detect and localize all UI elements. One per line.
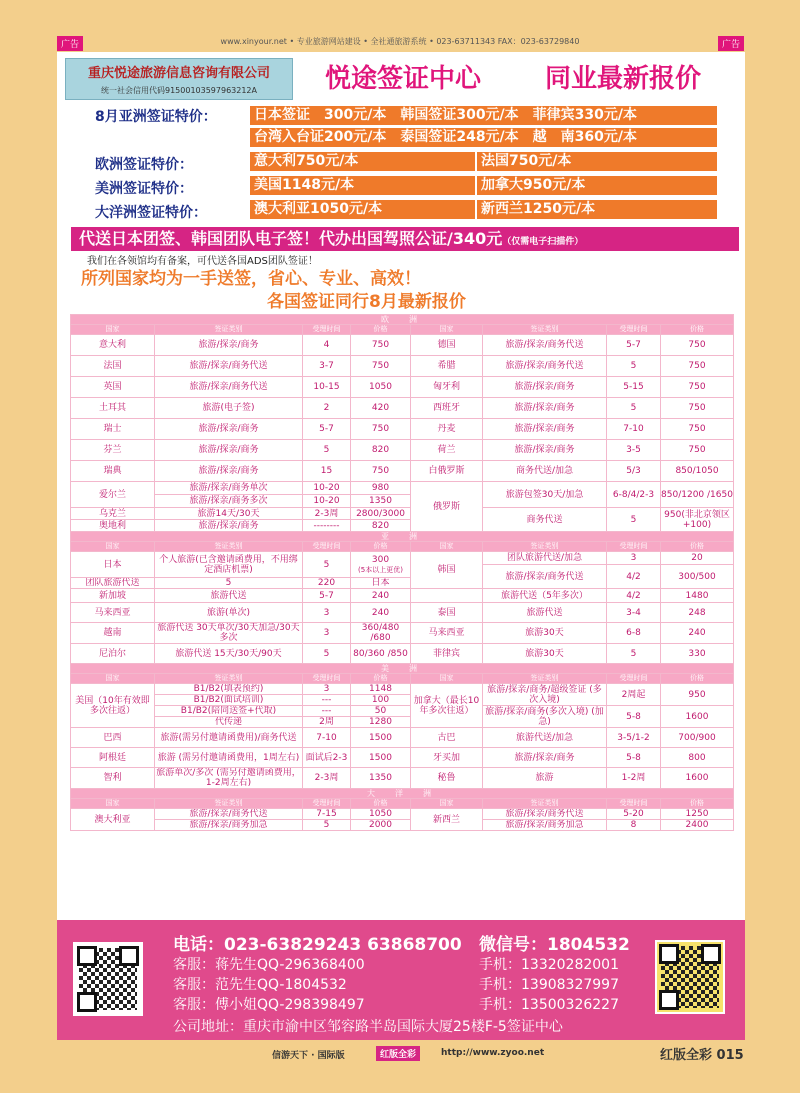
country-cell: 白俄罗斯 [411, 461, 483, 482]
country-cell: 英国 [71, 377, 155, 398]
time-cell: 5 [303, 440, 351, 461]
visa-type-cell: 个人旅游(已含邀请函费用，不用绑定酒店机票) [155, 552, 303, 578]
price-tables [70, 314, 733, 831]
table-title: 各国签证同行8月最新报价 [267, 292, 466, 312]
headline-center: 悦途签证中心 [325, 64, 482, 94]
country-cell: 加拿大（最长10年多次往返） [411, 684, 483, 728]
header-time: 受理时间 [303, 799, 351, 809]
price-cell: 850/1200 /1650 [661, 482, 734, 508]
price-cell: 240 [661, 623, 734, 644]
visa-type-cell: 代传递 [155, 717, 303, 728]
time-cell: 2-3周 [303, 768, 351, 789]
header-price: 价格 [661, 325, 734, 335]
footer-url[interactable]: http://www.zyoo.net [441, 1048, 545, 1058]
table-row [71, 461, 734, 482]
visa-type-cell: 旅游30天 [483, 644, 607, 664]
promo-banner-text: 代送日本团签、韩国团队电子签！代办出国驾照公证/340元 [79, 229, 503, 248]
table-row [71, 748, 734, 768]
visa-type-cell: 商务代送 [483, 508, 607, 532]
header-time: 受理时间 [607, 799, 661, 809]
header-price: 价格 [661, 542, 734, 552]
price-cell: 80/360 /850 [351, 644, 411, 664]
visa-type-cell: 旅游/探亲/商务 [155, 419, 303, 440]
country-cell: 匈牙利 [411, 377, 483, 398]
price-cell: 850/1050 [661, 461, 734, 482]
ad-tag-left: 广告 [57, 36, 83, 51]
visa-type-cell: 旅游/探亲/商务 [483, 748, 607, 768]
country-cell: 日本 [351, 578, 411, 589]
visa-type-cell: 旅游14天/30天 [155, 508, 303, 520]
time-cell: 3 [303, 623, 351, 644]
price-cell: 1600 [661, 706, 734, 728]
footer-tag: 红版全彩 [376, 1046, 420, 1061]
header-type: 签证类别 [155, 325, 303, 335]
visa-type-cell: 旅游代送 [483, 603, 607, 623]
country-cell: 荷兰 [411, 440, 483, 461]
time-cell: 10-20 [303, 495, 351, 508]
time-cell: 5/3 [607, 461, 661, 482]
time-cell: 5-7 [303, 589, 351, 603]
country-cell: 西班牙 [411, 398, 483, 419]
price-cell: 750 [351, 461, 411, 482]
america-price-label: 美洲签证特价： [95, 181, 193, 197]
visa-type-cell: 旅游/探亲/商务 [155, 520, 303, 532]
country-cell: 奥地利 [71, 520, 155, 532]
country-cell: 尼泊尔 [71, 644, 155, 664]
visa-type-cell: 旅游/探亲/商务代送 [155, 377, 303, 398]
visa-type-cell: 旅游/探亲/商务 [155, 335, 303, 356]
section-asia: 亚 洲 [71, 532, 734, 542]
visa-type-cell: 旅游/探亲/商务代送 [483, 565, 607, 589]
header-country: 国家 [411, 674, 483, 684]
price-cell: 20 [661, 552, 734, 565]
time-cell: 5 [303, 552, 351, 578]
country-cell: 德国 [411, 335, 483, 356]
qr-finder [659, 944, 679, 964]
time-cell: 5 [303, 820, 351, 831]
time-cell: 4/2 [607, 565, 661, 589]
visa-type-cell: 旅游/探亲/商务 [483, 398, 607, 419]
visa-type-cell: 旅游/探亲/商务代送 [483, 335, 607, 356]
price-cell: 1050 [351, 377, 411, 398]
price-cell: 800 [661, 748, 734, 768]
price-cell: 700/900 [661, 728, 734, 748]
table-row [71, 356, 734, 377]
time-cell: 15 [303, 461, 351, 482]
qr-finder [119, 946, 139, 966]
table-row [71, 623, 734, 644]
visa-type-cell: 旅游代送/加急 [483, 728, 607, 748]
country-cell: 新加坡 [71, 589, 155, 603]
time-cell: --- [303, 695, 351, 706]
price-cell: 1480 [661, 589, 734, 603]
visa-type-cell: 旅游代送 30天单次/30天加急/30天多次 [155, 623, 303, 644]
price-cell: 750 [661, 419, 734, 440]
visa-type-cell: 旅游(电子签) [155, 398, 303, 419]
asia-price-line-2: 台湾入台证200元/本 泰国签证248元/本 越 南360元/本 [250, 128, 717, 147]
country-cell: 牙买加 [411, 748, 483, 768]
table-row [71, 377, 734, 398]
time-cell: 4/2 [607, 589, 661, 603]
price-cell: 980 [351, 482, 411, 495]
country-cell: 瑞士 [71, 419, 155, 440]
visa-type-cell: 旅游 [483, 768, 607, 789]
price-cell: 330 [661, 644, 734, 664]
price-cell: 750 [351, 419, 411, 440]
price-cell: 750 [661, 398, 734, 419]
country-cell: 阿根廷 [71, 748, 155, 768]
price-cell: 1350 [351, 768, 411, 789]
qr-finder [659, 990, 679, 1010]
visa-type-cell: 旅游/探亲/商务 [483, 419, 607, 440]
visa-type-cell: 旅游代送（5年多次） [483, 589, 607, 603]
table-row [71, 768, 734, 789]
contact-phone: 电话：023-63829243 63868700 [173, 935, 462, 955]
time-cell: 7-10 [607, 419, 661, 440]
price-cell: 1350 [351, 495, 411, 508]
promo-banner-note: （仅需电子扫描件） [502, 237, 584, 247]
country-cell: 马来西亚 [71, 603, 155, 623]
visa-type-cell: 旅游/探亲/商务加急 [155, 820, 303, 831]
price-cell: 1250 [661, 809, 734, 820]
price-cell: 750 [661, 335, 734, 356]
oceania-price-label: 大洋洲签证特价： [95, 205, 207, 221]
footer-brand: 信游天下 · 国际版 [272, 1051, 345, 1061]
price-cell: 360/480 /680 [351, 623, 411, 644]
time-cell: 10-15 [303, 377, 351, 398]
contact-service-3: 客服：傅小姐QQ-298398497 [173, 997, 365, 1013]
header-type: 签证类别 [155, 674, 303, 684]
oceania-price-2: 新西兰1250元/本 [477, 200, 717, 219]
price-cell: 300/500 [661, 565, 734, 589]
header-type: 签证类别 [483, 542, 607, 552]
price-cell: 750 [661, 356, 734, 377]
country-cell: 澳大利亚 [71, 809, 155, 831]
europe-price-2: 法国750元/本 [477, 152, 717, 171]
time-cell: 5-15 [607, 377, 661, 398]
visa-type-cell: 旅游代送 15天/30天/90天 [155, 644, 303, 664]
visa-type-cell: 旅游代送 [155, 589, 303, 603]
visa-type-cell: 旅游30天 [483, 623, 607, 644]
country-cell: 法国 [71, 356, 155, 377]
time-cell: 5-7 [303, 419, 351, 440]
country-cell: 韩国 [411, 552, 483, 589]
header-type: 签证类别 [155, 542, 303, 552]
ads-note: 我们在各领馆均有备案，可代送各国ADS团队签证！ [87, 256, 318, 267]
price-cell: 950 [661, 684, 734, 706]
visa-type-cell: 旅游/探亲/商务代送 [155, 809, 303, 820]
visa-type-cell: 团队旅游代送/加急 [483, 552, 607, 565]
header-country: 国家 [411, 325, 483, 335]
visa-type-cell: 旅游单次/多次 (需另付邀请函费用，1-2周左右) [156, 768, 301, 788]
visa-type-cell: 旅游/探亲/商务 [155, 440, 303, 461]
country-cell: 古巴 [411, 728, 483, 748]
table-row [71, 644, 734, 664]
contact-mobile-3: 手机：13500326227 [479, 997, 619, 1013]
europe-price-label: 欧洲签证特价： [95, 157, 193, 173]
header-price: 价格 [661, 674, 734, 684]
table-row [71, 419, 734, 440]
price-cell: 1500 [351, 748, 411, 768]
visa-type-cell: B1/B2(陪同送签+代取) [155, 706, 303, 717]
contact-wechat: 微信号：1804532 [479, 935, 630, 955]
price-cell: 1148 [351, 684, 411, 695]
time-cell: 7-10 [303, 728, 351, 748]
price-cell: 750 [351, 335, 411, 356]
price-cell: 750 [661, 440, 734, 461]
time-cell: 5 [303, 644, 351, 664]
europe-price-1: 意大利750元/本 [250, 152, 475, 171]
asia-rows [71, 603, 734, 664]
qr-finder [701, 944, 721, 964]
contact-address: 公司地址：重庆市渝中区邹容路半岛国际大厦25楼F-5签证中心 [173, 1019, 563, 1035]
price-cell: 50 [351, 706, 411, 717]
section-america: 美 洲 [71, 664, 734, 674]
visa-type-cell: 旅游包签30天/加急 [483, 482, 607, 508]
header-country: 国家 [71, 799, 155, 809]
time-cell: 7-15 [303, 809, 351, 820]
country-cell: 俄罗斯 [411, 482, 483, 532]
price-cell: 240 [351, 589, 411, 603]
country-cell: 乌克兰 [71, 508, 155, 520]
country-cell: 菲律宾 [411, 644, 483, 664]
country-cell: 丹麦 [411, 419, 483, 440]
time-cell: 2 [303, 398, 351, 419]
page-footer [0, 1046, 800, 1062]
country-cell: 瑞典 [71, 461, 155, 482]
promo-banner [71, 227, 739, 251]
visa-type-cell: 旅游/探亲/商务多次 [155, 495, 303, 508]
time-cell: 3 [303, 684, 351, 695]
time-cell: 5 [155, 578, 303, 589]
company-name: 重庆悦途旅游信息咨询有限公司 [87, 66, 270, 81]
time-cell: --- [303, 706, 351, 717]
table-row [71, 398, 734, 419]
time-cell: 10-20 [303, 482, 351, 495]
header-price: 价格 [661, 799, 734, 809]
visa-type-cell: 旅游/探亲/商务 [155, 461, 303, 482]
wechat-qr-code-icon[interactable] [655, 940, 725, 1014]
country-cell [411, 589, 483, 603]
header-country: 国家 [71, 542, 155, 552]
visa-type-cell: 旅游 (需另付邀请函费用，1周左右) [155, 748, 303, 768]
header-time: 受理时间 [607, 542, 661, 552]
contact-mobile-2: 手机：13908327997 [479, 977, 619, 993]
asia-price-line-1: 日本签证 300元/本 韩国签证300元/本 菲律宾330元/本 [250, 106, 717, 125]
headline-quote: 同业最新报价 [545, 64, 702, 94]
advert-sheet [57, 52, 745, 1040]
company-credit-code: 统一社会信用代码91500103597963212A [101, 86, 257, 95]
price-cell: 950(非北京领区+100) [661, 508, 734, 532]
time-cell: 5 [607, 356, 661, 377]
time-cell: 6-8 [607, 623, 661, 644]
header-type: 签证类别 [483, 325, 607, 335]
header-type: 签证类别 [483, 674, 607, 684]
visa-type-cell: 旅游/探亲/商务代送 [483, 809, 607, 820]
time-cell: 2-3周 [303, 508, 351, 520]
time-cell: -------- [303, 520, 351, 532]
price-cell: 1600 [661, 768, 734, 789]
time-cell: 3-4 [607, 603, 661, 623]
header-time: 受理时间 [303, 542, 351, 552]
table-row [71, 440, 734, 461]
price-cell: 750 [661, 377, 734, 398]
country-cell: 芬兰 [71, 440, 155, 461]
price-cell: 1500 [351, 728, 411, 748]
header-time: 受理时间 [303, 325, 351, 335]
page-number: 红版全彩 015 [660, 1048, 744, 1063]
header-price: 价格 [351, 799, 411, 809]
oceania-price-1: 澳大利亚1050元/本 [250, 200, 475, 219]
contact-service-1: 客服：蒋先生QQ-296368400 [173, 957, 365, 973]
ad-tag-right: 广告 [718, 36, 744, 51]
time-cell: 3-5/1-2 [607, 728, 661, 748]
visa-type-cell: B1/B2(面试培训) [155, 695, 303, 706]
table-row [71, 728, 734, 748]
price-note: (5本以上更优) [358, 565, 403, 574]
table-row [71, 603, 734, 623]
time-cell: 6-8/4/2-3 [607, 482, 661, 508]
country-cell: 马来西亚 [411, 623, 483, 644]
qr-code-icon[interactable] [73, 942, 143, 1016]
country-cell: 泰国 [411, 603, 483, 623]
qr-finder [77, 946, 97, 966]
country-cell: 希腊 [411, 356, 483, 377]
time-cell: 8 [607, 820, 661, 831]
visa-type-cell: 旅游/探亲/商务代送 [155, 356, 303, 377]
time-cell: 4 [303, 335, 351, 356]
time-cell: 5-7 [607, 335, 661, 356]
time-cell: 5 [607, 508, 661, 532]
time-cell: 1-2周 [607, 768, 661, 789]
country-cell: 日本 [71, 552, 155, 578]
header-country: 国家 [411, 799, 483, 809]
visa-type-cell: 旅游(需另付邀请函费用)/商务代送 [155, 728, 303, 748]
company-logo-box [65, 58, 293, 100]
asia-price-label: 8月亚洲签证特价： [95, 109, 217, 125]
visa-type-cell: 团队旅游代送 [71, 578, 155, 589]
time-cell: 2周 [303, 717, 351, 728]
time-cell: 2周起 [607, 684, 661, 706]
header-type: 签证类别 [155, 799, 303, 809]
visa-type-cell: 旅游/探亲/商务 [483, 440, 607, 461]
visa-type-cell: 旅游/探亲/商务(多次入境) (加急) [483, 706, 607, 728]
header-price: 价格 [351, 542, 411, 552]
europe-rows [71, 335, 734, 482]
visa-type-cell: 旅游(单次) [155, 603, 303, 623]
header-time: 受理时间 [607, 325, 661, 335]
contact-panel [57, 920, 745, 1040]
time-cell: 5-8 [607, 706, 661, 728]
header-country: 国家 [71, 325, 155, 335]
country-cell: 爱尔兰 [71, 482, 155, 508]
time-cell: 面试后2-3 [303, 748, 351, 768]
time-cell: 3-5 [607, 440, 661, 461]
visa-type-cell: 旅游/探亲/商务加急 [483, 820, 607, 831]
header-price: 价格 [351, 674, 411, 684]
visa-type-cell: 旅游/探亲/商务代送 [483, 356, 607, 377]
america-price-1: 美国1148元/本 [250, 176, 475, 195]
visa-type-cell: 旅游/探亲/商务单次 [155, 482, 303, 495]
price-cell: 240 [351, 603, 411, 623]
country-cell: 巴西 [71, 728, 155, 748]
price-cell: 820 [351, 520, 411, 532]
time-cell: 3 [607, 552, 661, 565]
header-country: 国家 [411, 542, 483, 552]
top-info-bar: www.xinyour.net • 专业旅游网站建设 • 全社通旅游系统 • 023-63711343 FAX：023-63729840 [220, 37, 580, 46]
visa-type-cell: 商务代送/加急 [483, 461, 607, 482]
time-cell: 3-7 [303, 356, 351, 377]
price-cell: 1050 [351, 809, 411, 820]
section-europe: 欧 洲 [71, 315, 734, 325]
price-cell: 750 [351, 356, 411, 377]
country-cell: 意大利 [71, 335, 155, 356]
qr-finder [77, 992, 97, 1012]
america-price-2: 加拿大950元/本 [477, 176, 717, 195]
table-row [71, 335, 734, 356]
country-cell: 智利 [71, 768, 155, 789]
time-cell: 3 [303, 603, 351, 623]
visa-type-cell: B1/B2(填表预约) [155, 684, 303, 695]
time-cell: 5-8 [607, 748, 661, 768]
slogan: 所列国家均为一手送签，省心、专业、高效！ [81, 269, 421, 289]
price-value: 300 [371, 554, 390, 565]
country-cell: 美国（10年有效即多次往返） [71, 684, 155, 728]
contact-service-2: 客服：范先生QQ-1804532 [173, 977, 347, 993]
country-cell: 越南 [71, 623, 155, 644]
america-rows [71, 728, 734, 789]
country-cell: 秘鲁 [411, 768, 483, 789]
price-cell: 2000 [351, 820, 411, 831]
price-cell: 420 [351, 398, 411, 419]
visa-type-cell: 旅游/探亲/商务/超级签证 (多次入境) [483, 684, 607, 706]
header-type: 签证类别 [483, 799, 607, 809]
country-cell: 土耳其 [71, 398, 155, 419]
price-cell: 100 [351, 695, 411, 706]
header-time: 受理时间 [607, 674, 661, 684]
price-cell: 1280 [351, 717, 411, 728]
price-cell: 248 [661, 603, 734, 623]
time-cell: 5-20 [607, 809, 661, 820]
visa-type-cell: 旅游/探亲/商务 [483, 377, 607, 398]
price-cell: 820 [351, 440, 411, 461]
visa-price-table [70, 314, 734, 831]
time-cell: 5 [607, 398, 661, 419]
price-cell [351, 552, 411, 578]
header-country: 国家 [71, 674, 155, 684]
contact-mobile-1: 手机：13320282001 [479, 957, 619, 973]
header-time: 受理时间 [303, 674, 351, 684]
time-cell: 5 [607, 644, 661, 664]
section-oceania: 大 洋 洲 [71, 789, 734, 799]
price-cell: 2400 [661, 820, 734, 831]
country-cell: 新西兰 [411, 809, 483, 831]
header-price: 价格 [351, 325, 411, 335]
price-cell: 220 [303, 578, 351, 589]
price-cell: 2800/3000 [351, 508, 411, 520]
